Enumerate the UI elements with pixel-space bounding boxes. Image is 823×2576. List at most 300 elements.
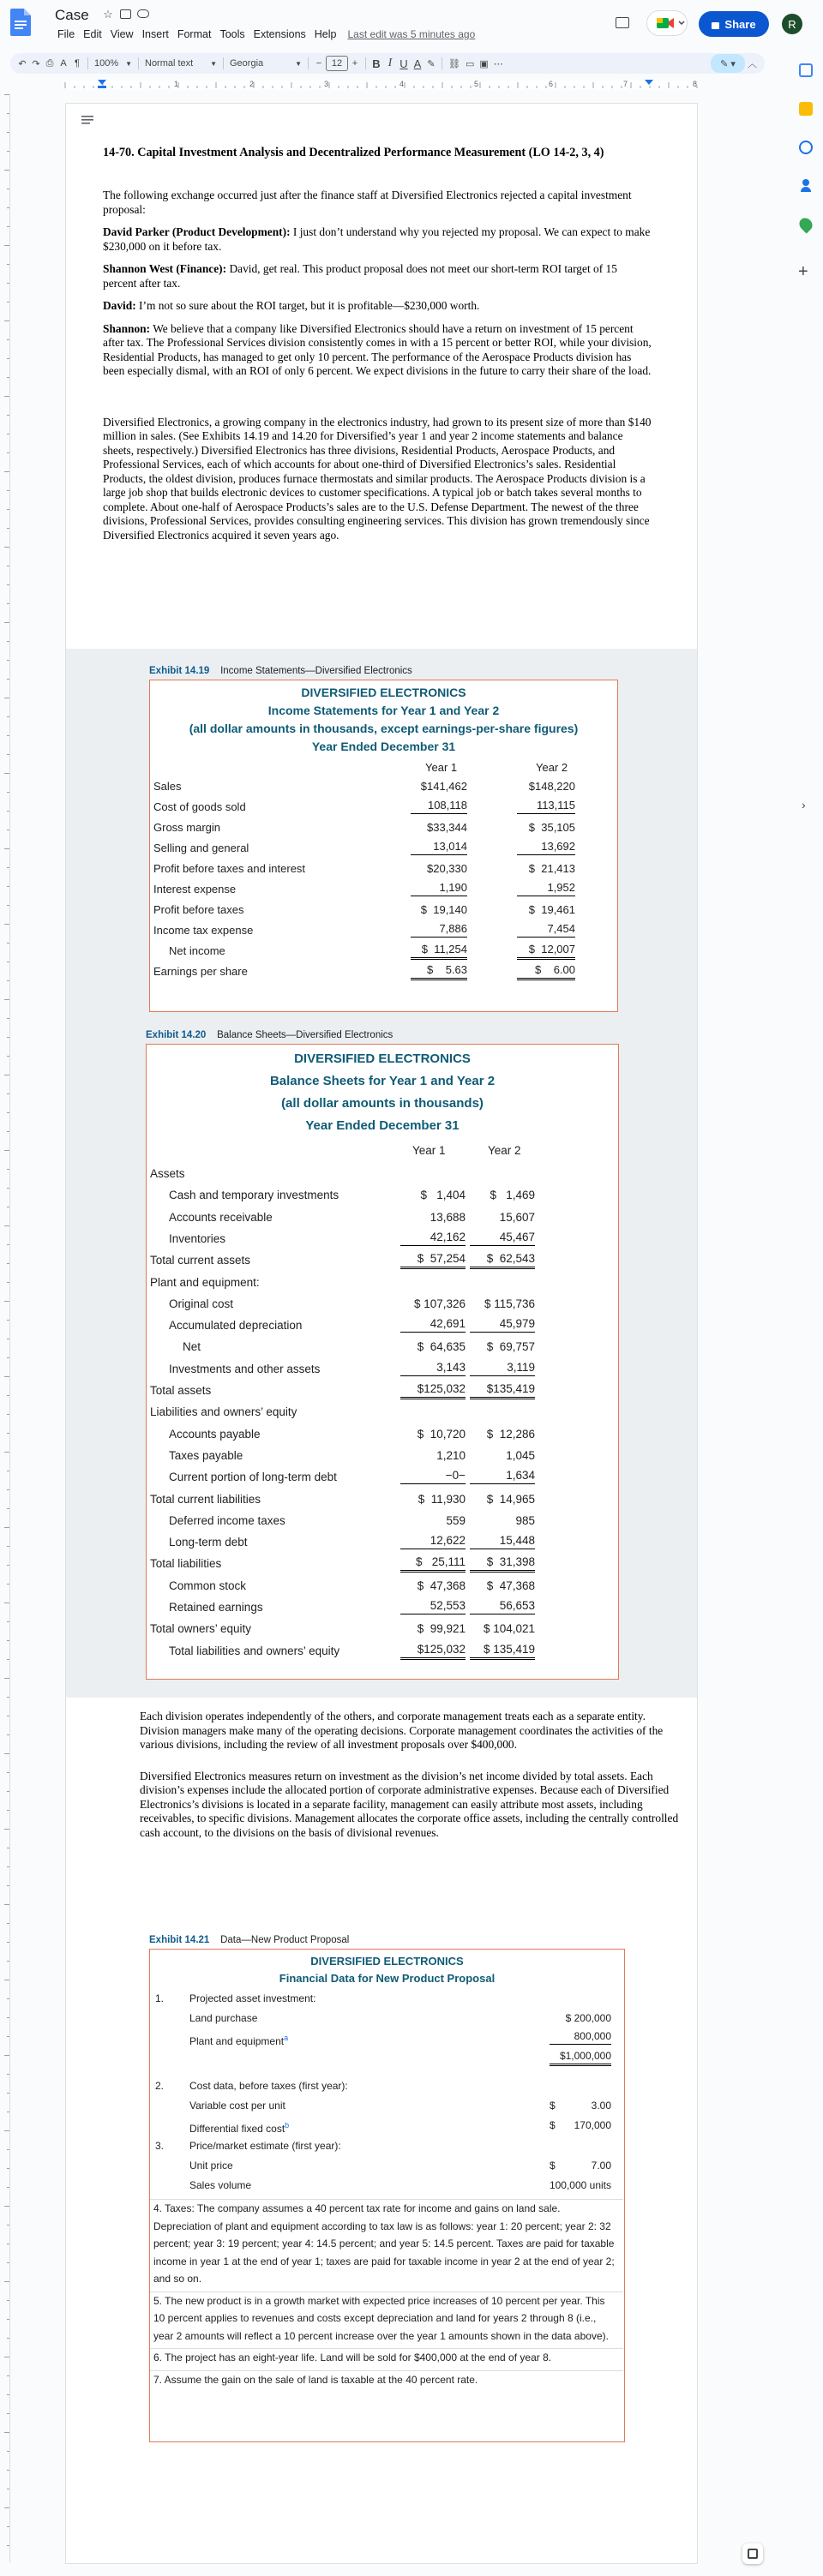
footnote-b[interactable]: b (285, 2121, 290, 2130)
table-row (147, 1251, 618, 1270)
vruler-tick (7, 943, 9, 944)
text-color-button[interactable]: A (413, 57, 422, 70)
year-2-value: $ 135,419 (470, 1642, 535, 1660)
note-6: 6. The project has an eight-year life. Land will be sold for $400,000 at the end of year 8. (150, 2348, 623, 2370)
row-label: Earnings per share (153, 965, 248, 978)
menu-tools[interactable]: Tools (219, 28, 245, 40)
vruler-tick (7, 1357, 9, 1358)
vruler-tick (4, 1678, 9, 1679)
redo-icon[interactable]: ↷ (32, 58, 40, 69)
vruler-tick (7, 2168, 9, 2169)
year-1-value: 12,622 (400, 1533, 466, 1549)
vruler-tick (4, 170, 9, 171)
vruler-tick (7, 603, 9, 604)
item-number: 1. (155, 1992, 165, 2004)
vruler-tick (7, 641, 9, 642)
increase-font-size-button[interactable]: + (351, 58, 358, 69)
speaker-name: Shannon West (Finance): (103, 262, 227, 275)
vruler-tick (7, 754, 9, 755)
table-row (150, 839, 617, 858)
table-row (147, 1533, 618, 1552)
year-1-value: 559 (446, 1513, 466, 1527)
vruler-tick (7, 1810, 9, 1811)
link-icon[interactable]: ⛓ (448, 58, 460, 69)
table-row (147, 1381, 618, 1400)
tasks-icon[interactable] (799, 141, 813, 154)
variable-cost-value: 3.00 (591, 2100, 611, 2112)
statement-period: Year Ended December 31 (311, 740, 456, 753)
print-icon[interactable]: ⎙ (45, 57, 54, 69)
year-1-value: $ 19,140 (420, 903, 467, 916)
font-select[interactable] (227, 54, 304, 73)
vruler-tick (7, 1885, 9, 1886)
menu-view[interactable]: View (110, 28, 134, 40)
vruler-tick (7, 1734, 9, 1735)
item-number: 2. (155, 2080, 165, 2092)
vruler-tick (7, 452, 9, 453)
style-value: Normal text (145, 58, 194, 69)
vruler-tick (7, 1037, 9, 1038)
horizontal-ruler[interactable] (0, 79, 789, 91)
exhibit-14-19-label (149, 666, 412, 676)
outline-icon[interactable] (81, 113, 94, 127)
vruler-tick (7, 1621, 9, 1622)
year-1-value: $ 107,326 (413, 1297, 466, 1310)
year-1-value: 3,143 (400, 1360, 466, 1376)
comment-icon[interactable]: ▭ (465, 58, 475, 69)
avatar[interactable]: R (782, 14, 802, 34)
ruler-mark-2: 2 (249, 80, 255, 88)
vruler-tick (7, 2394, 9, 2395)
vruler-tick (7, 1659, 9, 1660)
vruler-tick (4, 1376, 9, 1377)
table-row (147, 1230, 618, 1249)
vruler-tick (7, 528, 9, 529)
vruler-tick (7, 207, 9, 208)
vruler-tick (7, 509, 9, 510)
last-edit-link[interactable]: Last edit was 5 minutes ago (347, 28, 476, 40)
vruler-tick (4, 2206, 9, 2207)
highlight-icon[interactable]: ✎ (427, 58, 436, 69)
row-label: Total liabilities (150, 1557, 222, 1571)
vruler-tick (7, 735, 9, 736)
item-heading: Cost data, before taxes (first year): (189, 2080, 348, 2092)
year-1-value: $ 1,404 (420, 1189, 466, 1202)
year-1-value: $125,032 (400, 1381, 466, 1399)
year-2-value: $ 1,469 (490, 1189, 535, 1202)
cloud-status-icon[interactable] (137, 9, 149, 18)
dollar-sign: $ (550, 2160, 556, 2172)
side-panel (789, 48, 823, 2576)
year-2-value: $ 69,757 (486, 1340, 535, 1354)
row-label: Long-term debt (169, 1536, 248, 1549)
vruler-tick (4, 848, 9, 849)
vruler-tick (7, 1508, 9, 1509)
vruler-tick (7, 1998, 9, 1999)
vruler-tick (7, 2036, 9, 2037)
vruler-tick (7, 1244, 9, 1245)
year-2-value: 1,634 (470, 1468, 535, 1484)
toolbar-divider (308, 57, 309, 69)
year-1-value: $ 11,930 (418, 1492, 466, 1506)
vruler-tick (7, 660, 9, 661)
vruler-tick (7, 358, 9, 359)
vruler-tick (4, 1753, 9, 1754)
vruler-tick (7, 980, 9, 981)
table-row (147, 1403, 618, 1422)
row-label: Income tax expense (153, 924, 254, 937)
row-label: Profit before taxes and interest (153, 862, 306, 875)
exhibit-caption: Balance Sheets—Diversified Electronics (217, 1030, 393, 1040)
vruler-tick (7, 2225, 9, 2226)
ruler-mark-4: 4 (399, 80, 405, 88)
vruler-tick (4, 773, 9, 774)
decrease-font-size-button[interactable]: − (315, 58, 322, 69)
row-label: Total liabilities and owners’ equity (169, 1644, 340, 1657)
table-row (147, 1577, 618, 1596)
item-number: 3. (155, 2140, 165, 2152)
underline-button[interactable]: U (399, 57, 408, 70)
year-2-value: 113,115 (517, 798, 575, 814)
vruler-tick (7, 283, 9, 284)
year-1-value: $20,330 (427, 862, 467, 875)
vruler-tick (7, 1866, 9, 1867)
ruler-mark-8: 8 (693, 80, 698, 88)
maps-icon[interactable] (796, 215, 814, 233)
table-row (150, 777, 617, 796)
calendar-icon[interactable] (799, 63, 813, 77)
plant-value: 800,000 (550, 2028, 611, 2045)
exhibit-14-20-label (146, 1030, 393, 1040)
row-label: Taxes payable (169, 1448, 243, 1462)
vruler-tick (7, 716, 9, 717)
speaker-name: Shannon: (103, 321, 151, 335)
menu-file[interactable]: File (57, 28, 75, 40)
year-1-value: 1,190 (411, 880, 467, 896)
table-row (150, 921, 617, 940)
vruler-tick (4, 471, 9, 472)
statement-subtitle: (all dollar amounts in thousands, except earnings-per-share figures) (189, 722, 579, 735)
vruler-tick (7, 1018, 9, 1019)
menu-format[interactable]: Format (177, 28, 212, 40)
sales-volume-label: Sales volume (189, 2179, 252, 2191)
section-1 (150, 1989, 623, 2066)
year-2-value: 3,119 (470, 1360, 535, 1376)
table-row (150, 962, 617, 981)
table-row (147, 1165, 618, 1183)
vruler-tick (4, 2507, 9, 2508)
year-1-value: $ 64,635 (417, 1340, 466, 1354)
dollar-sign: $ (550, 2119, 556, 2131)
table-row (150, 860, 617, 878)
menu-insert[interactable]: Insert (141, 28, 169, 40)
vruler-tick (7, 1093, 9, 1094)
col-header-year-2: Year 2 (536, 761, 568, 774)
vruler-tick (7, 1263, 9, 1264)
fixed-cost-text: Differential fixed cost (189, 2123, 285, 2135)
income-statement-table (149, 680, 618, 1012)
vruler-tick (7, 2149, 9, 2150)
row-label: Total owners’ equity (150, 1622, 252, 1636)
docs-logo-icon[interactable] (10, 9, 31, 36)
year-2-value: 45,979 (470, 1316, 535, 1333)
table-row (150, 942, 617, 961)
table-row (150, 798, 617, 817)
vruler-tick (4, 2432, 9, 2433)
year-2-value: $ 6.00 (517, 962, 575, 980)
row-label: Selling and general (153, 842, 249, 854)
vruler-tick (7, 1282, 9, 1283)
row-label: Retained earnings (169, 1601, 263, 1614)
company-name: DIVERSIFIED ELECTRONICS (301, 686, 466, 699)
vruler-tick (4, 2055, 9, 2056)
comment-history-icon[interactable] (616, 17, 629, 28)
row-label: Net (183, 1340, 201, 1354)
dialogue-shannon-2 (103, 322, 652, 379)
table-title (147, 1048, 618, 1137)
year-2-value: $ 19,461 (528, 903, 575, 916)
vruler-tick (4, 1225, 9, 1226)
year-1-value: 42,162 (400, 1230, 466, 1246)
exhibit-number: Exhibit 14.19 (149, 666, 210, 676)
vruler-tick (7, 584, 9, 585)
vruler-tick (7, 811, 9, 812)
vruler-tick (7, 226, 9, 227)
collapse-menus-icon[interactable]: ︿ (748, 59, 757, 69)
section-3 (150, 2136, 623, 2196)
exhibit-caption: Data—New Product Proposal (220, 1935, 350, 1945)
explore-button[interactable] (742, 2543, 763, 2564)
exhibit-number: Exhibit 14.21 (149, 1935, 210, 1945)
company-paragraph: Diversified Electronics, a growing company in the electronics industry, had grown to its present size of more than $140 million in sales. (See Exhibits 14.19 and 14.20 for Diversified’s year 1 and year 2 income statements and balance sheets, respectively.) Diversified Electronics has three divisions, Residential Products, Aerospace Products, and Professional Services, each of which accounts for about one-third of Diversified Electronics’s sales. Residential Products, the oldest division, produces furnace thermostats and similar products. The Aerospace Products division is a large job shop that builds electronic devices to customer specifications. A typical job or batch takes several months to complete. About one-half of Aerospace Products’s sales are to the U.S. Defense Department. The newest of the three divisions, Professional Services, provides consulting engineering services. This division has grown tremendously since Diversified Electronics acquired it seven years ago. (103, 415, 652, 542)
menu-bar (53, 28, 482, 40)
bold-button[interactable]: B (372, 57, 381, 70)
vruler-tick (7, 1433, 9, 1434)
keep-icon[interactable] (799, 102, 813, 116)
problem-heading: 14-70. Capital Investment Analysis and Decentralized Performance Measurement (LO 14-2, 3, 4) (103, 146, 604, 159)
plant-text: Plant and equipment (189, 2035, 285, 2047)
row-label: Common stock (169, 1579, 247, 1592)
table-row (150, 901, 617, 920)
statement-subtitle: (all dollar amounts in thousands) (281, 1096, 484, 1111)
vruler-tick (7, 1791, 9, 1792)
note-4: 4. Taxes: The company assumes a 40 percent tax rate for income and gains on land sale. Depreciation of plant and equipment according to tax law is as follows: year 1: 20 percent; year 2: 32 percent; year 3: 19 percent; year 4: 14.5 percent; and year 5: 14.5 percent. Taxes are paid for taxable income in year 1 at the end of year 1; taxes are paid for taxable income in year 2 at the end of year 2; and so on. (150, 2199, 623, 2291)
table-row (147, 1425, 618, 1444)
zoom-select[interactable] (92, 54, 135, 73)
vruler-tick (7, 1584, 9, 1585)
title-bar (0, 0, 823, 48)
dialogue-text: We believe that a company like Diversified Electronics should have a return on investment of 15 percent after tax. The Professional Services division consistently comes in with a 15 percent or better ROI, while your division, Residential Products, has managed to get only 10 percent. The performance of the Aerospace Products division has been especially dismal, with an ROI of only 6 percent. We expect divisions in the future to carry their share of the load. (103, 321, 652, 377)
vruler-tick (4, 999, 9, 1000)
row-label: Total current assets (150, 1254, 251, 1267)
row-label: Gross margin (153, 821, 221, 834)
italic-button[interactable]: I (387, 57, 393, 69)
vruler-tick (7, 2093, 9, 2094)
vruler-tick (4, 1904, 9, 1905)
year-2-value: 985 (515, 1513, 535, 1527)
year-2-value: $ 35,105 (528, 821, 575, 834)
menu-edit[interactable]: Edit (83, 28, 102, 40)
footnote-a[interactable]: a (284, 2034, 289, 2042)
year-1-value: $33,344 (427, 821, 467, 834)
vruler-tick (7, 1772, 9, 1773)
toolbar-divider (223, 57, 224, 69)
year-1-value: 13,688 (430, 1210, 466, 1224)
get-addons-icon[interactable]: + (798, 262, 808, 281)
col-header-year-1: Year 1 (425, 761, 458, 774)
year-1-value: $ 99,921 (417, 1622, 466, 1636)
row-label: Interest expense (153, 883, 237, 896)
vruler-tick (4, 1829, 9, 1830)
doc-body-2 (140, 1710, 680, 1840)
land-value: $ 200,000 (565, 2012, 611, 2024)
sales-volume-value: 100,000 units (549, 2179, 611, 2191)
year-2-value: 1,952 (517, 880, 575, 896)
exhibit-number: Exhibit 14.20 (146, 1030, 207, 1040)
year-1-value: $ 47,368 (417, 1579, 466, 1592)
style-select[interactable] (142, 54, 219, 73)
col-header-year-2: Year 2 (488, 1144, 521, 1157)
vruler-tick (7, 1320, 9, 1321)
row-label: Investments and other assets (169, 1362, 321, 1375)
operations-paragraph: Each division operates independently of the others, and corporate management treats each as a separate entity. Division managers make many of the operating decisions. Corporate management coordinates the activities of the various divisions, including the review of all investment proposals over $400,000. (140, 1710, 664, 1751)
menu-help[interactable]: Help (314, 28, 337, 40)
year-1-value: 42,691 (400, 1316, 466, 1333)
year-2-value: $ 21,413 (528, 862, 575, 875)
row-label: Plant and equipment: (150, 1275, 260, 1289)
toolbar-divider (138, 57, 139, 69)
explore-icon (748, 2549, 758, 2559)
roi-paragraph: Diversified Electronics measures return on investment as the division’s net income divided by total assets. Each division’s expenses include the allocated portion of corporate administrative expenses. Because each of Diversified Electronics’s divisions is located in a separate facility, management can easily attribute most assets, including receivables, to specific divisions. Management allocates the corporate office assets, including the centrally controlled cash account, to the divisions on the basis of divisional revenues. (140, 1769, 679, 1839)
vruler-tick (7, 2338, 9, 2339)
vruler-tick (7, 1923, 9, 1924)
undo-icon[interactable]: ↶ (18, 58, 27, 69)
speaker-name: David Parker (Product Development): (103, 225, 291, 238)
table-row (147, 1642, 618, 1661)
vruler-tick (7, 2300, 9, 2301)
dialogue-shannon-1 (103, 262, 652, 291)
table-row (147, 1620, 618, 1638)
fixed-cost-label (189, 2116, 289, 2138)
vruler-tick (4, 1452, 9, 1453)
year-1-value: 108,118 (411, 798, 467, 814)
document-page[interactable] (65, 103, 698, 2564)
expand-panel-icon[interactable]: › (802, 798, 806, 812)
font-value: Georgia (230, 58, 264, 69)
ruler-mark-6: 6 (549, 80, 554, 88)
vruler-tick (4, 924, 9, 925)
vruler-tick (7, 1056, 9, 1057)
share-label: Share (724, 17, 756, 31)
vruler-tick (7, 302, 9, 303)
row-label: Cash and temporary investments (169, 1189, 339, 1202)
vruler-tick (7, 2074, 9, 2075)
row-label: Profit before taxes (153, 903, 244, 916)
vruler-tick (7, 132, 9, 133)
share-button[interactable] (699, 11, 769, 37)
star-icon[interactable]: ☆ (103, 8, 113, 21)
vruler-tick (7, 1112, 9, 1113)
vruler-tick (4, 245, 9, 246)
year-2-value: 45,467 (470, 1230, 535, 1246)
year-2-value: $ 14,965 (486, 1492, 535, 1506)
year-2-value: $ 104,021 (483, 1622, 535, 1636)
unit-price-label: Unit price (189, 2160, 233, 2172)
ruler-mark-5: 5 (474, 80, 479, 88)
row-label: Cost of goods sold (153, 800, 246, 813)
company-name: DIVERSIFIED ELECTRONICS (310, 1955, 464, 1968)
land-label: Land purchase (189, 2012, 258, 2024)
vruler-tick (7, 886, 9, 887)
data-title: Financial Data for New Product Proposal (279, 1972, 496, 1985)
meet-button[interactable] (646, 10, 688, 36)
vruler-tick (7, 490, 9, 491)
spellcheck-icon[interactable]: A (60, 58, 67, 69)
vruler-tick (7, 1395, 9, 1396)
note-7: 7. Assume the gain on the sale of land is taxable at the 40 percent rate. (150, 2370, 623, 2393)
vruler-tick (7, 1565, 9, 1566)
menu-extensions[interactable]: Extensions (253, 28, 306, 40)
row-label: Accounts payable (169, 1427, 261, 1441)
vruler-tick (7, 1188, 9, 1189)
ruler-mark-7: 7 (623, 80, 628, 88)
year-2-value: 15,448 (470, 1533, 535, 1549)
move-folder-icon[interactable] (120, 9, 131, 19)
vertical-ruler[interactable] (0, 94, 10, 2562)
dollar-sign: $ (550, 2100, 556, 2112)
more-icon[interactable]: ⋯ (493, 58, 503, 69)
year-2-value: $ 31,398 (470, 1555, 535, 1573)
contacts-icon[interactable] (801, 179, 811, 193)
exhibit-caption: Income Statements—Diversified Electronics (220, 666, 412, 676)
dialogue-text: David, get real. This product proposal does not meet our short-term ROI target of 15 percent after tax. (103, 262, 617, 290)
row-label: Deferred income taxes (169, 1513, 285, 1527)
vruler-tick (7, 1961, 9, 1962)
font-size-input[interactable]: 12 (326, 56, 348, 71)
vruler-tick (7, 339, 9, 340)
doc-title[interactable]: Case (55, 7, 89, 23)
zoom-value: 100% (94, 58, 119, 69)
table-row (147, 1186, 618, 1205)
year-2-value: $ 115,736 (484, 1297, 535, 1310)
table-row (147, 1360, 618, 1379)
year-2-value: 7,454 (517, 921, 575, 938)
editing-mode-button[interactable]: ✎ ▾ (711, 54, 745, 73)
vruler-tick (7, 2187, 9, 2188)
vruler-tick (4, 2130, 9, 2131)
chevron-down-icon: ▼ (210, 59, 217, 68)
vruler-tick (7, 415, 9, 416)
chevron-down-icon: ▼ (295, 59, 302, 68)
year-1-value: $ 11,254 (411, 942, 467, 960)
vruler-tick (4, 2281, 9, 2282)
row-label: Accumulated depreciation (169, 1319, 303, 1333)
lock-icon (712, 22, 719, 29)
plant-label (189, 2028, 288, 2051)
year-1-value: $ 57,254 (400, 1251, 466, 1269)
item-heading: Projected asset investment: (189, 1992, 316, 2004)
vruler-tick (7, 905, 9, 906)
table-row (147, 1295, 618, 1314)
paint-format-icon[interactable]: ¶ (75, 58, 80, 69)
image-icon[interactable]: ▣ (479, 58, 489, 69)
table-title (150, 684, 617, 756)
table-row (147, 1273, 618, 1292)
dialogue-text: I just don’t understand why you rejected my proposal. We can expect to make $230,000 on it before tax. (103, 225, 651, 253)
table-row (147, 1490, 618, 1509)
vruler-tick (7, 792, 9, 793)
year-2-value: $ 12,007 (517, 942, 575, 960)
